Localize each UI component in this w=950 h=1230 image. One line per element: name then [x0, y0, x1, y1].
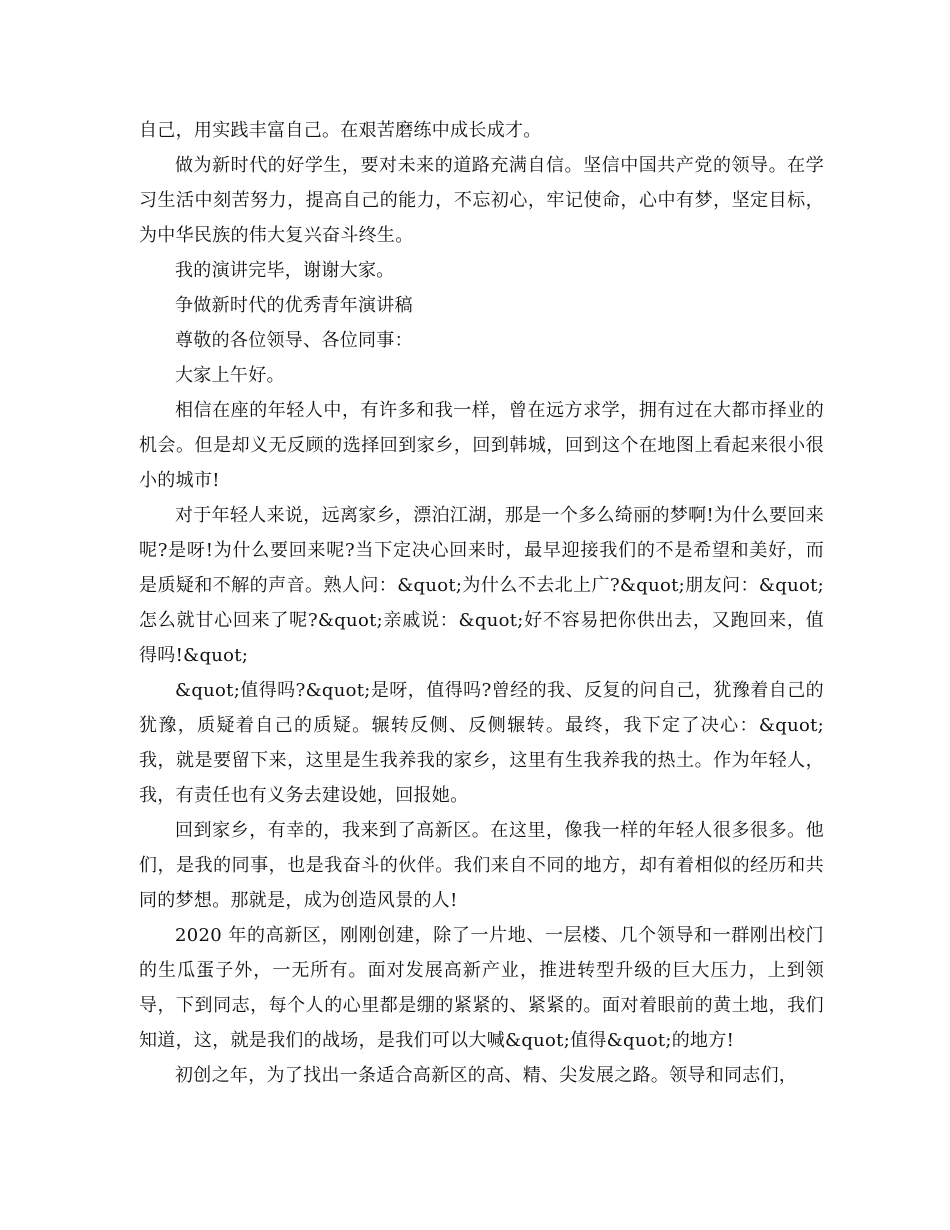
- paragraph: 自己，用实践丰富自己。在艰苦磨练中成长成才。: [139, 120, 542, 141]
- paragraph: 做为新时代的好学生，要对未来的道路充满自信。坚信中国共产党的领导。在学习生活中刻苦努力，提高自己的能力，不忘初心，牢记使命，心中有梦，坚定目标，为中华民族的伟大复兴奋斗终生。: [139, 155, 824, 246]
- paragraph: 对于年轻人来说，远离家乡，漂泊江湖，那是一个多么绮丽的梦啊!为什么要回来呢?是呀!为什么要回来呢?当下定决心回来时，最早迎接我们的不是希望和美好，而是质疑和不解的声音。熟人问：&quot;为什么不去北上广?&quot;朋友问：&quot;怎么就甘心回来了呢?&quot;亲戚说：&quot;好不容易把你供出去，又跑回来，值得吗!&quot;: [139, 505, 824, 666]
- paragraph: &quot;值得吗?&quot;是呀，值得吗?曾经的我、反复的问自己，犹豫着自己的犹豫，质疑着自己的质疑。辗转反侧、反侧辗转。最终，我下定了决心：&quot;我，就是要留下来，这里是生我养我的家乡，这里有生我养我的热土。作为年轻人，我，有责任也有义务去建设她，回报她。: [139, 680, 824, 806]
- paragraph: 初创之年，为了找出一条适合高新区的高、精、尖发展之路。领导和同志们，: [175, 1065, 798, 1086]
- paragraph: 回到家乡，有幸的，我来到了高新区。在这里，像我一样的年轻人很多很多。他们，是我的同事，也是我奋斗的伙伴。我们来自不同的地方，却有着相似的经历和共同的梦想。那就是，成为创造风景的人!: [139, 820, 824, 911]
- paragraph: 2020 年的高新区，刚刚创建，除了一片地、一层楼、几个领导和一群刚出校门的生瓜蛋子外，一无所有。面对发展高新产业，推进转型升级的巨大压力，上到领导，下到同志，每个人的心里都是绷的紧紧的、紧紧的。面对着眼前的黄土地，我们知道，这，就是我们的战场，是我们可以大喊&quot;值得&quot;的地方!: [139, 925, 824, 1051]
- paragraph: 我的演讲完毕，谢谢大家。: [175, 260, 395, 281]
- paragraph: 相信在座的年轻人中，有许多和我一样，曾在远方求学，拥有过在大都市择业的机会。但是却义无反顾的选择回到家乡，回到韩城，回到这个在地图上看起来很小很小的城市!: [139, 400, 824, 491]
- speech-title: 争做新时代的优秀青年演讲稿: [175, 295, 413, 316]
- document-body: [139, 113, 824, 1093]
- salutation: 尊敬的各位领导、各位同事：: [175, 330, 413, 351]
- greeting: 大家上午好。: [175, 365, 285, 386]
